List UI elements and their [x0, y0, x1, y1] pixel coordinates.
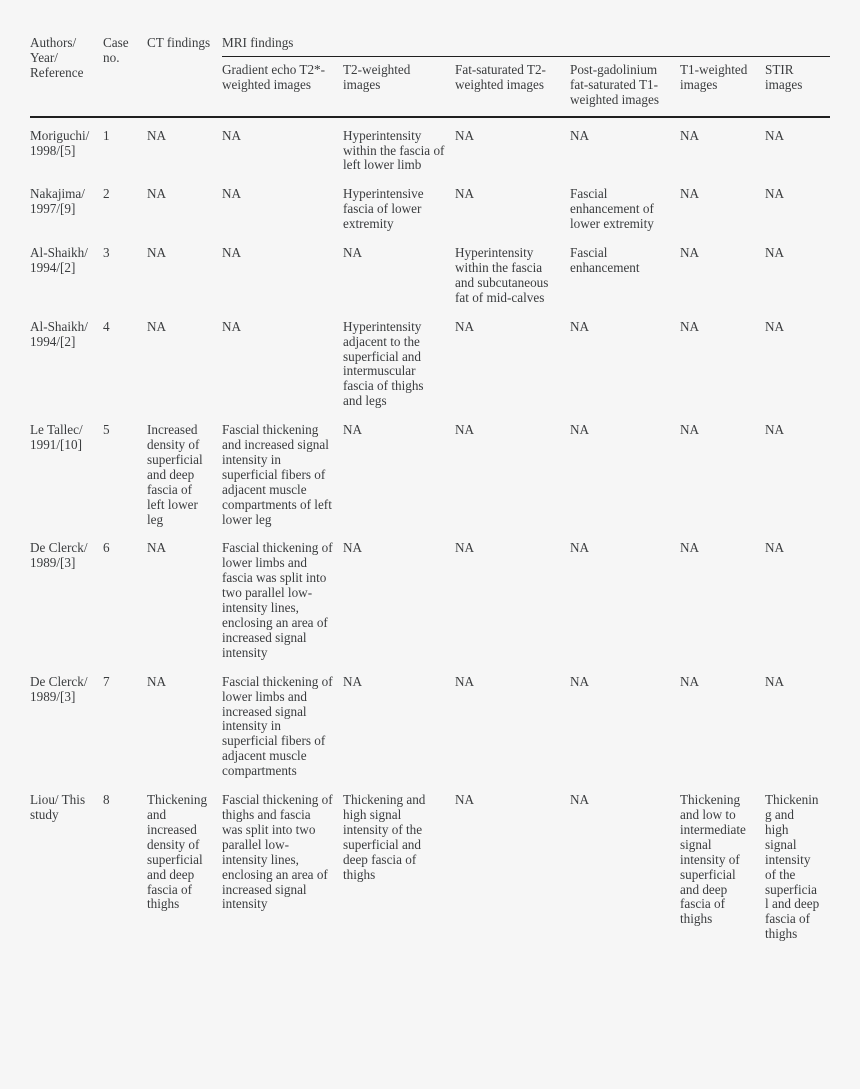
cell-gradient-echo: NA: [222, 186, 242, 202]
cell-gradient-echo: Fascial thickening and increased signal intensity in superficial fibers of adjacent muscle compartments of left lower leg: [222, 422, 332, 527]
cell-t2-weighted: Hyperintensity within the fascia of left lower limb: [343, 127, 445, 173]
cell-stir: NA: [765, 673, 785, 689]
cell-fat-saturated-t2: NA: [455, 186, 475, 202]
cell-authors: Al-Shaikh/ 1994/[2]: [30, 245, 88, 275]
col-header-stir: STIR images: [765, 56, 830, 116]
cell-stir: Thickening and high signal intensity of the superficial and deep fascia of thighs: [765, 792, 820, 942]
cell-authors: Nakajima/ 1997/[9]: [30, 186, 85, 217]
cell-stir: NA: [765, 245, 785, 261]
cell-t1-weighted: NA: [680, 186, 700, 202]
cell-stir: NA: [765, 186, 785, 202]
table-body: [30, 117, 830, 946]
cell-fat-saturated-t2: NA: [455, 792, 475, 808]
cell-fat-saturated-t2: NA: [455, 673, 475, 689]
cell-post-gadolinium: NA: [570, 540, 590, 556]
cell-t1-weighted: NA: [680, 127, 700, 143]
cell-post-gadolinium: NA: [570, 792, 590, 808]
cell-fat-saturated-t2: NA: [455, 318, 475, 334]
cell-ct-findings: Increased density of superficial and deep fascia of left lower leg: [147, 422, 203, 527]
cell-ct-findings: NA: [147, 127, 167, 143]
cell-t2-weighted: Thickening and high signal intensity of the superficial and deep fascia of thighs: [343, 792, 426, 882]
cell-t2-weighted: NA: [343, 673, 363, 689]
cell-post-gadolinium: Fascial enhancement of lower extremity: [570, 186, 654, 232]
cell-fat-saturated-t2: Hyperintensity within the fascia and subcutaneous fat of mid-calves: [455, 245, 549, 305]
cell-fat-saturated-t2: NA: [455, 127, 475, 143]
cell-stir: NA: [765, 318, 785, 334]
table-row: [30, 412, 830, 530]
cell-ct-findings: NA: [147, 318, 167, 334]
cell-case-no: 2: [103, 186, 110, 202]
cell-post-gadolinium: Fascial enhancement: [570, 245, 640, 275]
cell-authors: De Clerck/ 1989/[3]: [30, 540, 88, 571]
cell-ct-findings: Thickening and increased density of superficial and deep fascia of thighs: [147, 792, 208, 912]
cell-ct-findings: NA: [147, 245, 167, 261]
cell-case-no: 4: [103, 318, 110, 334]
table-row: [30, 664, 830, 782]
cell-gradient-echo: NA: [222, 127, 242, 143]
cell-t2-weighted: NA: [343, 245, 363, 261]
cell-authors: Liou/ This study: [30, 792, 86, 822]
table-row: [30, 235, 830, 309]
cell-case-no: 1: [103, 127, 110, 143]
cell-authors: Al-Shaikh/ 1994/[2]: [30, 318, 88, 349]
col-header-post-gadolinium-t1: Post-gadolinium fat-saturated T1-weighted images: [570, 56, 680, 116]
cell-ct-findings: NA: [147, 540, 167, 556]
cell-case-no: 5: [103, 422, 110, 438]
table-row: [30, 530, 830, 663]
col-header-t2-weighted: T2-weighted images: [343, 56, 455, 116]
cell-t1-weighted: NA: [680, 245, 700, 261]
cell-authors: Le Tallec/ 1991/[10]: [30, 422, 83, 453]
col-header-mri-findings: MRI findings: [222, 36, 830, 56]
cell-stir: NA: [765, 540, 785, 556]
cell-t2-weighted: Hyperintensive fascia of lower extremity: [343, 186, 424, 232]
cell-ct-findings: NA: [147, 186, 167, 202]
cell-case-no: 6: [103, 540, 110, 556]
table-row: [30, 176, 830, 235]
cell-ct-findings: NA: [147, 673, 167, 689]
table-row: [30, 309, 830, 412]
header-row-group: [30, 36, 830, 56]
table-row: [30, 782, 830, 945]
cell-authors: De Clerck/ 1989/[3]: [30, 673, 88, 704]
cell-gradient-echo: Fascial thickening of thighs and fascia was split into two parallel low-intensity lines, enclosing an area of increased signal intensity: [222, 792, 333, 912]
table-header: [30, 36, 830, 117]
cell-post-gadolinium: NA: [570, 673, 590, 689]
cell-t2-weighted: NA: [343, 422, 363, 438]
cell-fat-saturated-t2: NA: [455, 422, 475, 438]
col-header-fat-saturated-t2: Fat-saturated T2-weighted images: [455, 56, 570, 116]
cell-t1-weighted: NA: [680, 673, 700, 689]
col-header-t1-weighted: T1-weighted images: [680, 56, 765, 116]
cell-stir: NA: [765, 422, 785, 438]
cell-post-gadolinium: NA: [570, 127, 590, 143]
cell-t1-weighted: Thickening and low to intermediate signal intensity of superficial and deep fascia of thighs: [680, 792, 746, 927]
cell-t2-weighted: Hyperintensity adjacent to the superficial and intermuscular fascia of thighs and legs: [343, 318, 424, 409]
cell-gradient-echo: Fascial thickening of lower limbs and increased signal intensity in superficial fibers of adjacent muscle compartments: [222, 673, 333, 779]
cell-case-no: 3: [103, 245, 110, 261]
col-header-gradient-echo-t2star: Gradient echo T2*-weighted images: [222, 56, 343, 116]
cell-post-gadolinium: NA: [570, 422, 590, 438]
cell-post-gadolinium: NA: [570, 318, 590, 334]
cell-t1-weighted: NA: [680, 540, 700, 556]
cell-t1-weighted: NA: [680, 318, 700, 334]
cell-t2-weighted: NA: [343, 540, 363, 556]
cell-case-no: 7: [103, 673, 110, 689]
cell-gradient-echo: Fascial thickening of lower limbs and fascia was split into two parallel low-intensity lines, enclosing an area of increased signal intensity: [222, 540, 333, 660]
col-header-authors-year-reference: Authors/ Year/ Reference: [30, 36, 103, 117]
cell-stir: NA: [765, 127, 785, 143]
table-row: [30, 117, 830, 177]
col-header-case-no: Case no.: [103, 36, 147, 117]
cell-gradient-echo: NA: [222, 245, 242, 261]
cell-authors: Moriguchi/ 1998/[5]: [30, 127, 90, 158]
col-header-ct-findings: CT findings: [147, 36, 222, 117]
cell-gradient-echo: NA: [222, 318, 242, 334]
cell-case-no: 8: [103, 792, 110, 808]
cell-fat-saturated-t2: NA: [455, 540, 475, 556]
mri-findings-table: [30, 36, 830, 945]
cell-t1-weighted: NA: [680, 422, 700, 438]
